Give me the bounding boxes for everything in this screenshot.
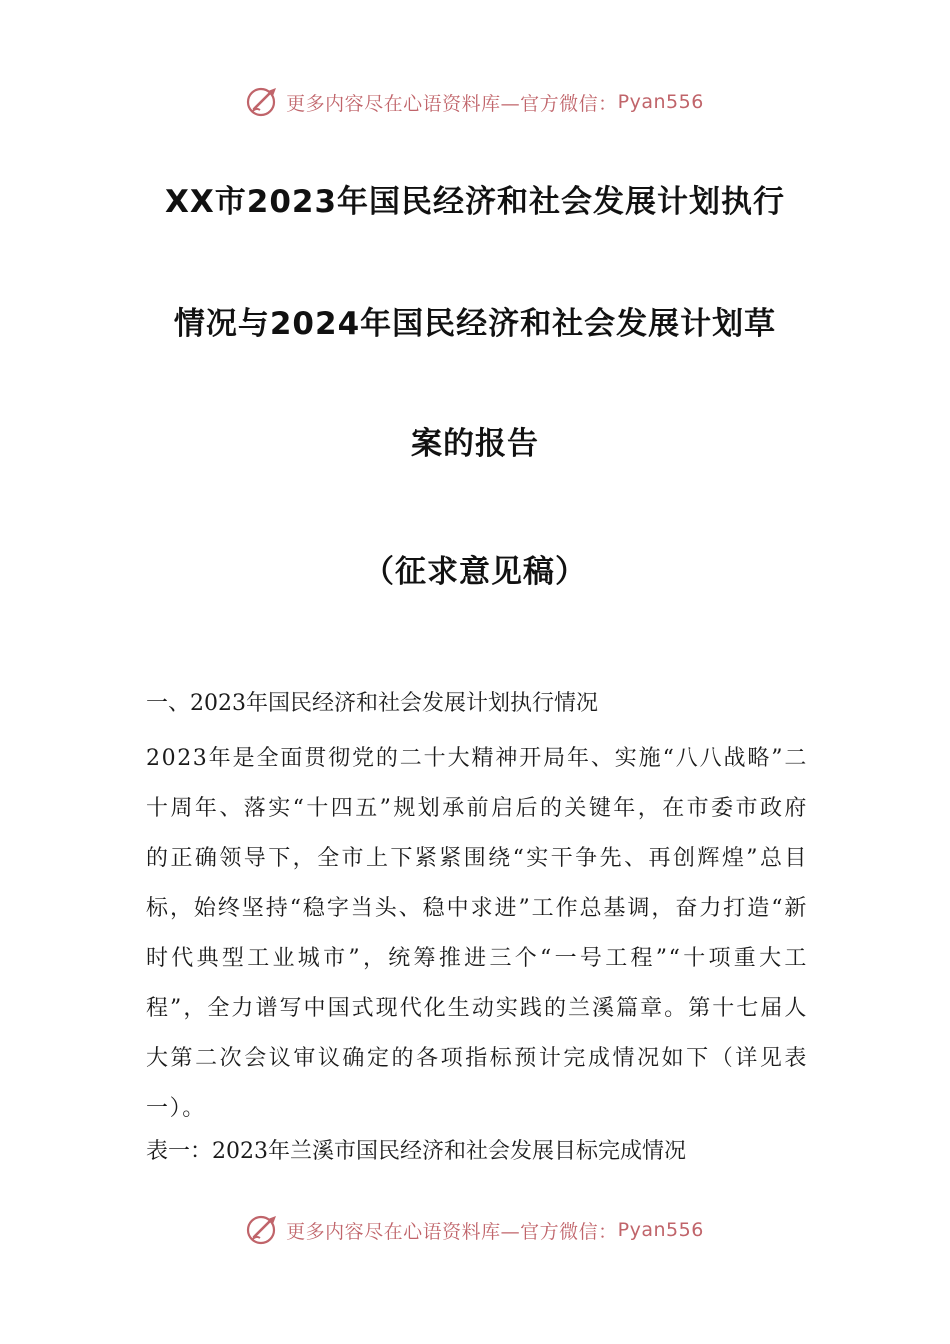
watermark-footer (0, 1208, 950, 1252)
document-title-line-3: 案的报告 (411, 426, 539, 462)
document-subtitle: （征求意见稿） (363, 554, 587, 590)
watermark-header (0, 80, 950, 124)
watermark-wechat-id: Pyan556 (617, 91, 704, 113)
pen-logo-icon (246, 1213, 280, 1247)
document-title-line-1: XX市2023年国民经济和社会发展计划执行 (164, 184, 786, 220)
body-paragraph: 2023年是全面贯彻党的二十大精神开局年、实施“八八战略”二十周年、落实“十四五”规划承前启后的关键年，在市委市政府的正确领导下，全市上下紧紧围绕“实干争先、再创辉煌”总目标，始终坚持“稳字当头、稳中求进”工作总基调，奋力打造“新时代典型工业城市”，统筹推进三个“一号工程”“十项重大工程”，全力谱写中国式现代化生动实践的兰溪篇章。第十七届人大第二次会议审议确定的各项指标预计完成情况如下（详见表一）。 (146, 746, 808, 1121)
table-caption: 表一：2023年兰溪市国民经济和社会发展目标完成情况 (146, 1139, 686, 1164)
watermark-text: 更多内容尽在心语资料库—官方微信： (286, 1220, 618, 1243)
pen-logo-icon (246, 85, 280, 119)
section-heading: 一、2023年国民经济和社会发展计划执行情况 (146, 691, 598, 716)
watermark-text: 更多内容尽在心语资料库—官方微信： (286, 92, 618, 115)
document-title-line-2: 情况与2024年国民经济和社会发展计划草 (173, 306, 777, 342)
watermark-wechat-id: Pyan556 (617, 1219, 704, 1241)
